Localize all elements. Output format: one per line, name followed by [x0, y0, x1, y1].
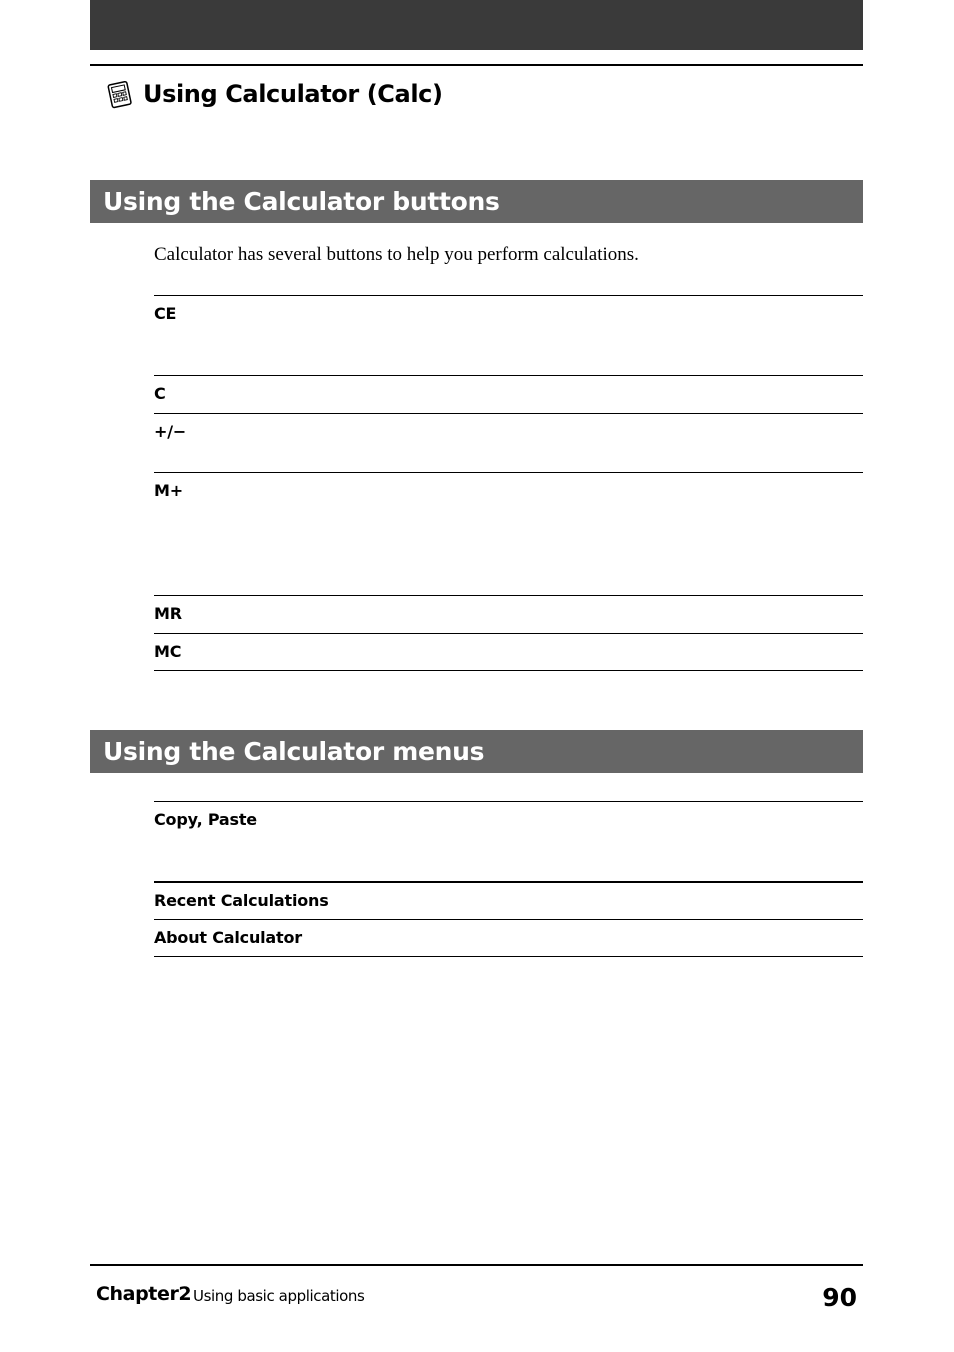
section-heading-buttons: Using the Calculator buttons — [90, 180, 863, 223]
table-rule — [154, 375, 863, 376]
table-rule — [154, 472, 863, 473]
footer-rule — [90, 1264, 863, 1266]
calculator-icon — [105, 79, 135, 109]
term-mr: MR — [154, 604, 182, 623]
section-intro: Calculator has several buttons to help you perform calculations. — [154, 244, 639, 265]
term-about-calculator: About Calculator — [154, 928, 302, 947]
term-mc: MC — [154, 642, 182, 661]
term-ce: CE — [154, 304, 177, 323]
term-copy-paste: Copy, Paste — [154, 810, 257, 829]
table-rule — [154, 413, 863, 414]
header-bar — [90, 0, 863, 50]
footer-chapter-name: Using basic applications — [193, 1287, 365, 1305]
term-plus-minus: +/− — [154, 422, 187, 441]
table-rule — [154, 670, 863, 671]
term-recent-calculations: Recent Calculations — [154, 891, 329, 910]
table-rule — [154, 295, 863, 296]
table-rule — [154, 595, 863, 596]
table-rule — [154, 881, 863, 883]
chapter-heading — [105, 76, 443, 112]
header-rule — [90, 64, 863, 66]
table-rule — [154, 919, 863, 920]
table-rule — [154, 956, 863, 957]
table-rule — [154, 633, 863, 634]
footer-chapter-label: Chapter2 — [96, 1283, 192, 1305]
page-number: 90 — [822, 1283, 857, 1312]
section-heading-menus: Using the Calculator menus — [90, 730, 863, 773]
term-m-plus: M+ — [154, 481, 183, 500]
term-c: C — [154, 384, 166, 403]
table-rule — [154, 801, 863, 802]
chapter-title: Using Calculator (Calc) — [143, 80, 443, 108]
